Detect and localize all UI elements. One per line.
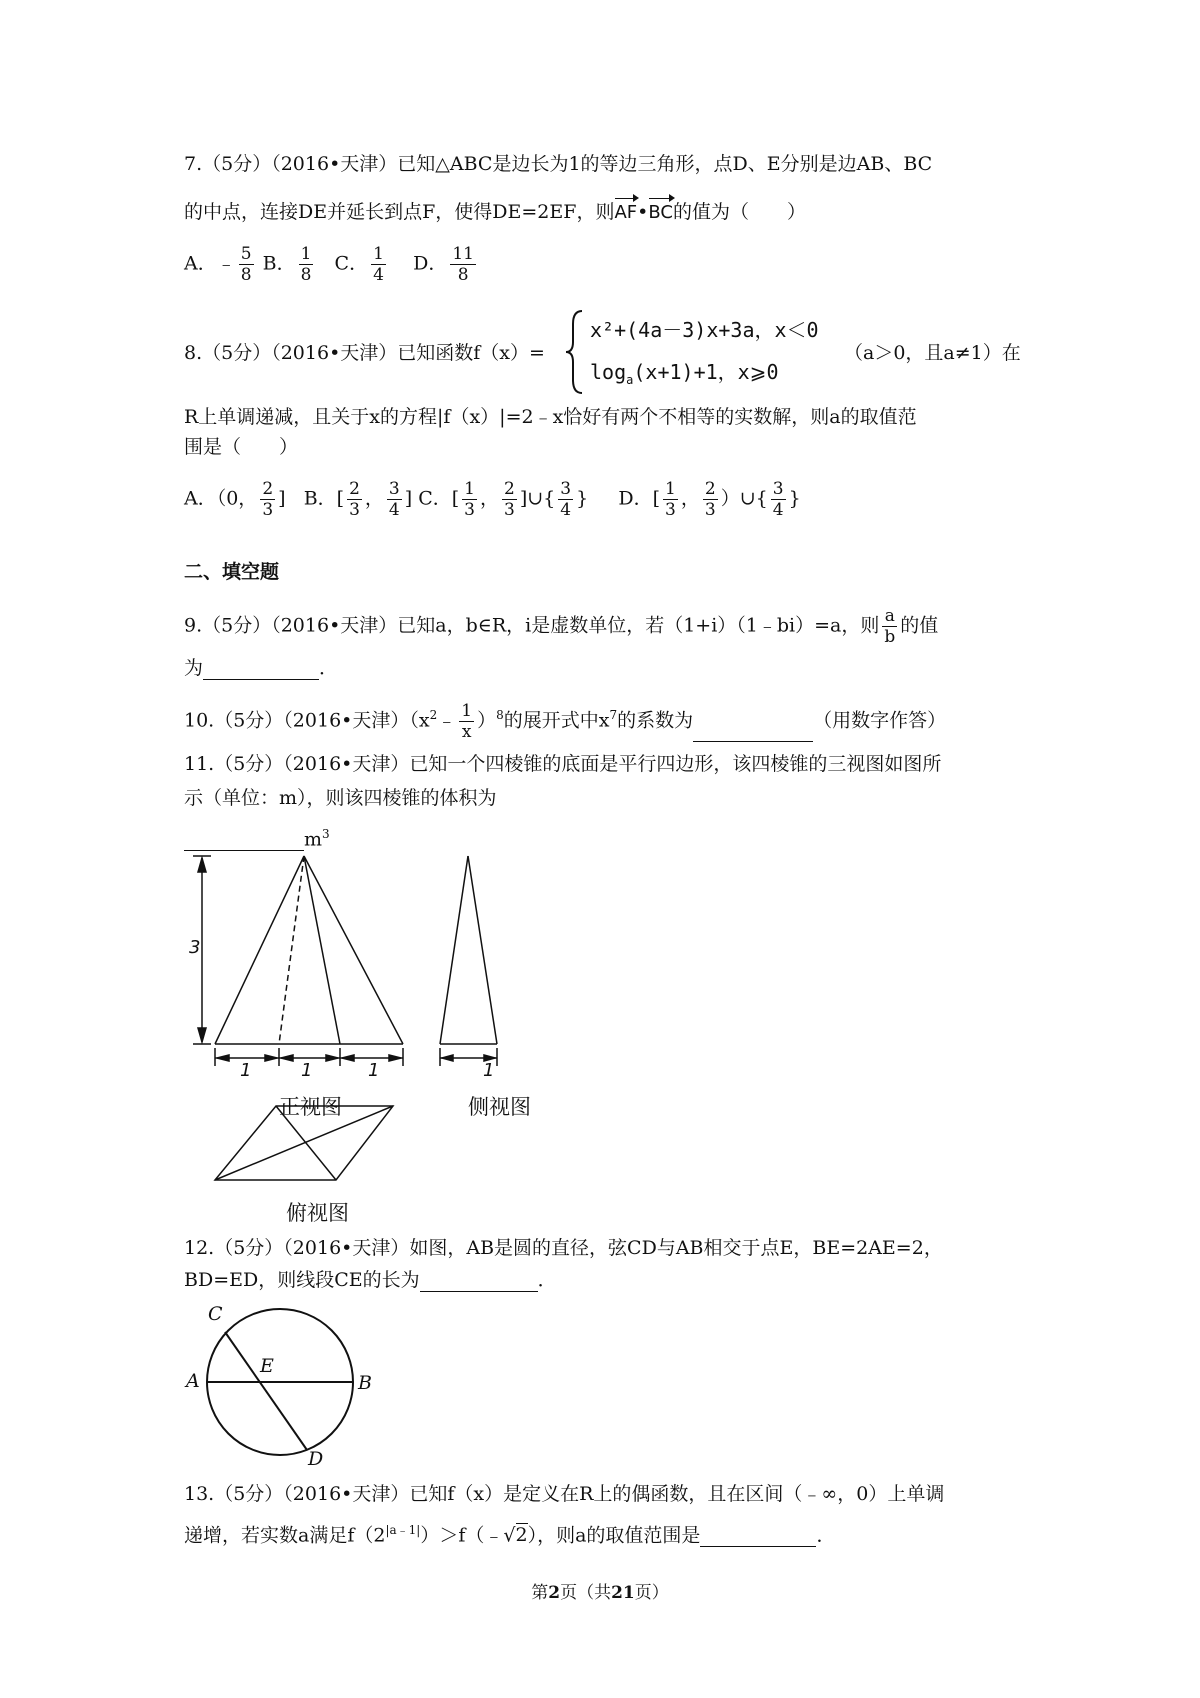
q11-unit-sup: 3 — [322, 827, 330, 841]
q11-answer-blank[interactable] — [184, 832, 304, 851]
chord-cd — [225, 1332, 307, 1450]
vector-bc: BC — [648, 202, 673, 223]
q8-b-close: ] — [404, 487, 413, 510]
q8-d-d1: 3 — [665, 500, 676, 520]
q10-minus: ﹣ — [437, 709, 457, 732]
side-dim-label: 1 — [483, 1060, 495, 1081]
q7-option-a-sign: ﹣ — [216, 252, 236, 275]
q9-frac-num: a — [882, 606, 897, 627]
q10-sup3: 7 — [609, 708, 618, 723]
q8-prefix: 8.（5分）（2016•天津）已知函数f（x）= — [184, 342, 545, 364]
q8-c-d1: 3 — [464, 500, 475, 520]
top-view-caption: 俯视图 — [286, 1201, 349, 1225]
q12-line2-text: BD=ED，则线段CE的长为 — [184, 1269, 420, 1291]
q8-options — [184, 479, 801, 520]
q8-d-d2: 3 — [704, 500, 716, 520]
q9-line1-text: 9.（5分）（2016•天津）已知a，b∈R，i是虚数单位，若（1+i）（1﹣bi）=a，则 — [184, 614, 880, 637]
q9-answer-blank[interactable] — [203, 661, 319, 680]
q7-line2-text: 的中点，连接DE并延长到点F，使得DE=2EF，则 — [184, 201, 615, 223]
q8-d-end: } — [788, 487, 801, 510]
section-title: 二、填空题 — [184, 561, 280, 583]
q9-line2 — [184, 656, 338, 680]
q8-option-a-fraction — [260, 479, 275, 520]
q8-b-comma: ， — [364, 487, 384, 510]
q10-text4: （用数字作答） — [813, 709, 947, 732]
q9-frac-den: b — [884, 627, 896, 647]
q13-line2-mid: ）＞f（﹣ — [420, 1524, 504, 1547]
q13-line2-text: 递增，若实数a满足f（2 — [184, 1524, 386, 1547]
q10-sup1: 2 — [429, 708, 438, 723]
q8-a-close: ] — [278, 487, 286, 510]
q10-frac-num: 1 — [461, 701, 473, 721]
q7-option-b-num: 1 — [300, 244, 312, 264]
q7-option-c-den: 4 — [373, 265, 384, 285]
q11-line2: 示（单位：m），则该四棱锥的体积为 — [184, 787, 497, 809]
q9-line1 — [184, 606, 938, 647]
q8-option-d: D．[ — [618, 487, 661, 510]
q8-d-close: ）∪{ — [720, 487, 768, 510]
q8-d-frac1 — [663, 479, 678, 520]
side-left-edge — [440, 856, 468, 1044]
q7-line2 — [184, 200, 806, 225]
q8-b-n2: 3 — [388, 479, 400, 499]
q8-c-close: ]∪{ — [519, 487, 556, 510]
footer-page-number: 2 — [548, 1583, 561, 1603]
q11-line1: 11.（5分）（2016•天津）已知一个四棱锥的底面是平行四边形，该四棱锥的三视图如图所 — [184, 753, 942, 775]
log-text: log — [590, 360, 627, 384]
q8-d-frac2 — [703, 479, 718, 520]
q10-text2: 的展开式中x — [503, 709, 610, 732]
q8-option-c: C．[ — [418, 487, 460, 510]
q13-line1: 13.（5分）（2016•天津）已知f（x）是定义在R上的偶函数，且在区间（﹣∞，0）上单调 — [184, 1483, 945, 1505]
q8-d-frac3 — [771, 479, 786, 520]
arrow-down-icon — [198, 1028, 206, 1042]
q7-option-b-label: B． — [262, 252, 296, 275]
sqrt-icon: √ — [503, 1524, 516, 1547]
q8-c-frac3 — [558, 479, 573, 520]
point-a-label: A — [186, 1370, 200, 1392]
front-left-edge — [215, 856, 304, 1044]
q9-line1-end: 的值 — [900, 614, 939, 637]
q8-b-d1: 3 — [349, 500, 360, 520]
q10-text3: 的系数为 — [617, 709, 694, 732]
vector-af: AF — [614, 202, 638, 223]
three-view-figure — [180, 850, 560, 1185]
q8-b-frac1 — [347, 479, 362, 520]
log-base: a — [626, 373, 634, 387]
q8-suffix: （a＞0，且a≠1）在 — [844, 342, 1021, 364]
piecewise-brace — [564, 308, 586, 396]
q8-c-frac1 — [462, 479, 477, 520]
q8-b-n1: 2 — [349, 479, 360, 499]
dot-operator: • — [637, 201, 649, 223]
q8-a-den: 3 — [262, 500, 274, 520]
q7-options — [184, 244, 479, 285]
point-c-label: C — [208, 1303, 223, 1325]
q7-option-d-fraction — [450, 244, 476, 285]
point-b-label: B — [358, 1372, 372, 1394]
q10-fraction — [459, 701, 474, 742]
q10-frac-den: x — [461, 722, 472, 742]
q13-line2-end: ． — [816, 1524, 836, 1547]
circle-figure — [180, 1300, 380, 1470]
q9-line2-text: 为 — [184, 657, 204, 679]
q13-exponent: |a﹣1| — [385, 1523, 421, 1537]
q8-c-d3: 4 — [560, 500, 572, 520]
q7-option-a-den: 8 — [240, 265, 252, 285]
front-hidden-edge — [279, 856, 304, 1044]
q7-option-b-den: 8 — [300, 265, 312, 285]
front-view-caption: 正视图 — [279, 1095, 342, 1119]
point-d-label: D — [308, 1448, 324, 1470]
q8-option-b: B．[ — [303, 487, 345, 510]
q7-line2-end: 的值为（ ） — [672, 201, 806, 223]
q8-c-end: } — [576, 487, 589, 510]
arrow-up-icon — [198, 858, 206, 872]
q7-option-d-den: 8 — [457, 265, 469, 285]
q8-c-n1: 1 — [464, 479, 475, 499]
q10-line — [184, 701, 946, 742]
q7-option-c-fraction — [371, 244, 386, 285]
q7-option-c-num: 1 — [373, 244, 384, 264]
side-right-edge — [468, 856, 497, 1044]
q7-option-a-num: 5 — [240, 244, 252, 264]
piecewise-case-1: x²+(4a－3)x+3a，x＜0 — [590, 318, 819, 342]
q7-option-c-label: C． — [334, 252, 369, 275]
q11-unit: m — [304, 828, 323, 851]
footer-mid: 页（共 — [560, 1583, 612, 1603]
front-height-label: 3 — [189, 937, 201, 958]
q12-line1: 12.（5分）（2016•天津）如图，AB是圆的直径，弦CD与AB相交于点E，BE=2AE=2， — [184, 1237, 943, 1259]
q8-c-frac2 — [502, 479, 517, 520]
footer-pre: 第 — [531, 1583, 549, 1603]
q10-sup2: 8 — [496, 708, 504, 723]
q10-close: ） — [477, 709, 497, 732]
q8-d-n3: 3 — [772, 479, 784, 499]
footer-post: 页） — [634, 1583, 669, 1603]
q9-fraction — [882, 606, 897, 647]
q8-d-comma: ， — [680, 487, 700, 510]
q7-line1: 7.（5分）（2016•天津）已知△ABC是边长为1的等边三角形，点D、E分别是边AB、BC — [184, 153, 933, 175]
log-rest: (x+1)+1，x⩾0 — [633, 360, 779, 384]
q8-option-a: A．（0， — [184, 487, 258, 510]
q13-line2-rest: ），则a的取值范围是 — [527, 1524, 701, 1547]
q8-a-num: 2 — [262, 479, 274, 499]
front-dim-label-3: 1 — [368, 1060, 380, 1081]
footer-total-pages: 21 — [611, 1583, 635, 1603]
q8-c-n2: 2 — [504, 479, 515, 499]
side-view-caption: 侧视图 — [468, 1095, 531, 1119]
q9-line2-end: ． — [319, 657, 339, 679]
q8-c-n3: 3 — [560, 479, 572, 499]
q12-line2-end: ． — [537, 1269, 557, 1291]
q12-answer-blank[interactable] — [420, 1273, 538, 1292]
front-dim-label-1: 1 — [240, 1060, 252, 1081]
q8-d-d3: 4 — [772, 500, 784, 520]
q8-d-n2: 2 — [704, 479, 716, 499]
q13-line2 — [184, 1518, 835, 1547]
front-mid-edge — [304, 856, 340, 1044]
front-right-edge — [304, 856, 403, 1044]
q7-option-a-fraction — [239, 244, 254, 285]
q7-option-d-num: 11 — [452, 244, 474, 264]
q11-answer-line — [184, 822, 330, 851]
q7-option-d-label: D． — [413, 252, 448, 275]
piecewise-case-2 — [590, 360, 779, 392]
front-dim-label-2: 1 — [301, 1060, 313, 1081]
q13-sqrt-value: 2 — [515, 1524, 528, 1547]
q7-option-b-fraction — [299, 244, 314, 285]
q8-line3: 围是（ ） — [184, 436, 299, 458]
point-e-label: E — [260, 1355, 274, 1377]
q13-answer-blank[interactable] — [700, 1528, 816, 1547]
q10-answer-blank[interactable] — [693, 723, 813, 742]
q8-d-n1: 1 — [665, 479, 676, 499]
q10-text1: 10.（5分）（2016•天津）（x — [184, 709, 430, 732]
page-footer — [0, 1578, 1200, 1603]
q7-option-a-label: A． — [184, 252, 217, 275]
q8-c-comma: ， — [480, 487, 500, 510]
q8-b-frac2 — [387, 479, 402, 520]
q8-c-d2: 3 — [504, 500, 515, 520]
q8-b-d2: 4 — [388, 500, 400, 520]
q12-line2 — [184, 1268, 557, 1292]
q8-line2: R上单调递减，且关于x的方程|f（x）|=2﹣x恰好有两个不相等的实数解，则a的取值范 — [184, 406, 917, 428]
